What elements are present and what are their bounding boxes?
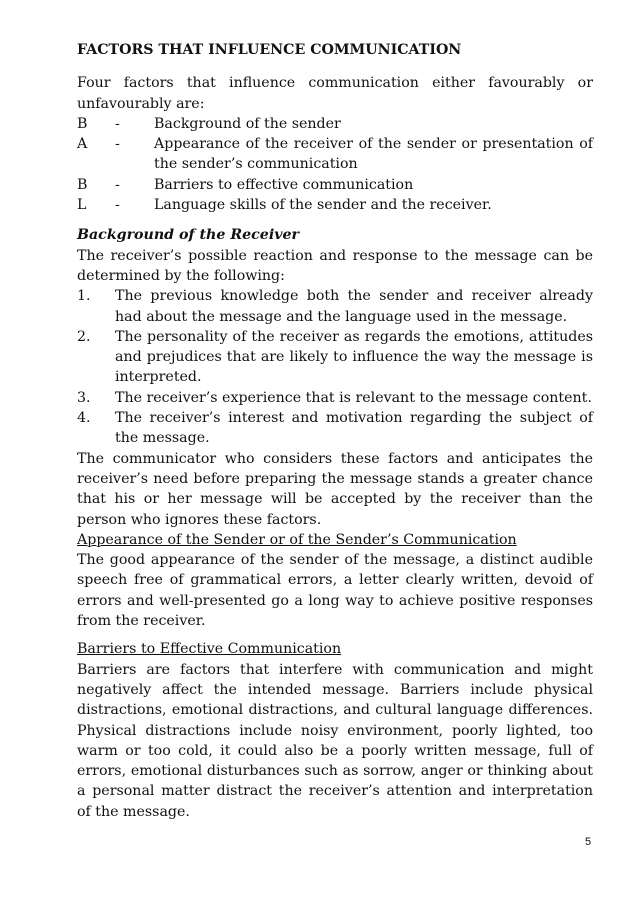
list-text: The receiver’s interest and motivation regarding the subject of the message.	[115, 410, 593, 447]
factor-item	[77, 175, 593, 195]
page-title: FACTORS THAT INFLUENCE COMMUNICATION	[77, 42, 462, 58]
section-intro: The receiver’s possible reaction and response to the message can be determined by the following:	[77, 247, 593, 284]
factor-dash: -	[115, 115, 120, 132]
factor-dash: -	[115, 136, 120, 153]
section-heading-barriers: Barriers to Effective Communication	[77, 641, 342, 658]
factor-dash: -	[115, 197, 120, 214]
list-number: 1.	[77, 288, 91, 305]
barriers-paragraph: Barriers are factors that interfere with communication and might negatively affect the intended message. Barriers include physical distractions, emotional distractions, and cultural language differences. Physical distractions include noisy environment, poorly lighted, too warm or too cold, it could also be a poorly written message, full of errors, emotional disturbances such as sorrow, anger or thinking about a personal matter distract the receiver’s attention and interpretation of the message.	[77, 661, 593, 820]
appearance-paragraph: The good appearance of the sender of the message, a distinct audible speech free of grammatical errors, a letter clearly written, devoid of errors and well-presented go a long way to achieve positive responses from the receiver.	[77, 552, 593, 630]
factor-text: Language skills of the sender and the receiver.	[154, 197, 492, 214]
document-page	[77, 40, 593, 822]
list-item	[77, 327, 593, 388]
factors-list	[77, 114, 593, 215]
list-number: 3.	[77, 389, 91, 406]
section-heading-appearance: Appearance of the Sender or of the Sender’s Communication	[77, 531, 517, 548]
factor-text: Barriers to effective communication	[154, 176, 414, 193]
numbered-list	[77, 286, 593, 448]
factor-text: Background of the sender	[154, 115, 341, 132]
factor-text: Appearance of the receiver of the sender or presentation of the sender’s communication	[154, 136, 593, 173]
list-item	[77, 408, 593, 449]
factor-letter: B	[77, 176, 88, 193]
list-number: 4.	[77, 410, 91, 427]
list-text: The receiver’s experience that is relevant to the message content.	[115, 389, 592, 406]
list-text: The personality of the receiver as regards the emotions, attitudes and prejudices that are likely to influence the way the message is interpreted.	[115, 328, 593, 386]
section-heading-background: Background of the Receiver	[77, 227, 299, 244]
factor-item	[77, 134, 593, 175]
page-number: 5	[585, 836, 592, 848]
list-item	[77, 388, 593, 408]
factor-letter: B	[77, 115, 88, 132]
list-text: The previous knowledge both the sender and receiver already had about the message and the language used in the message.	[115, 288, 593, 325]
factor-letter: L	[77, 197, 87, 214]
list-number: 2.	[77, 328, 91, 345]
factor-item	[77, 114, 593, 134]
closing-paragraph: The communicator who considers these factors and anticipates the receiver’s need before preparing the message stands a greater chance that his or her message will be accepted by the receiver than the person who ignores these factors.	[77, 450, 593, 528]
intro-paragraph: Four factors that influence communication either favourably or unfavourably are:	[77, 75, 593, 112]
factor-letter: A	[77, 136, 88, 153]
factor-dash: -	[115, 176, 120, 193]
factor-item	[77, 195, 593, 215]
list-item	[77, 286, 593, 327]
